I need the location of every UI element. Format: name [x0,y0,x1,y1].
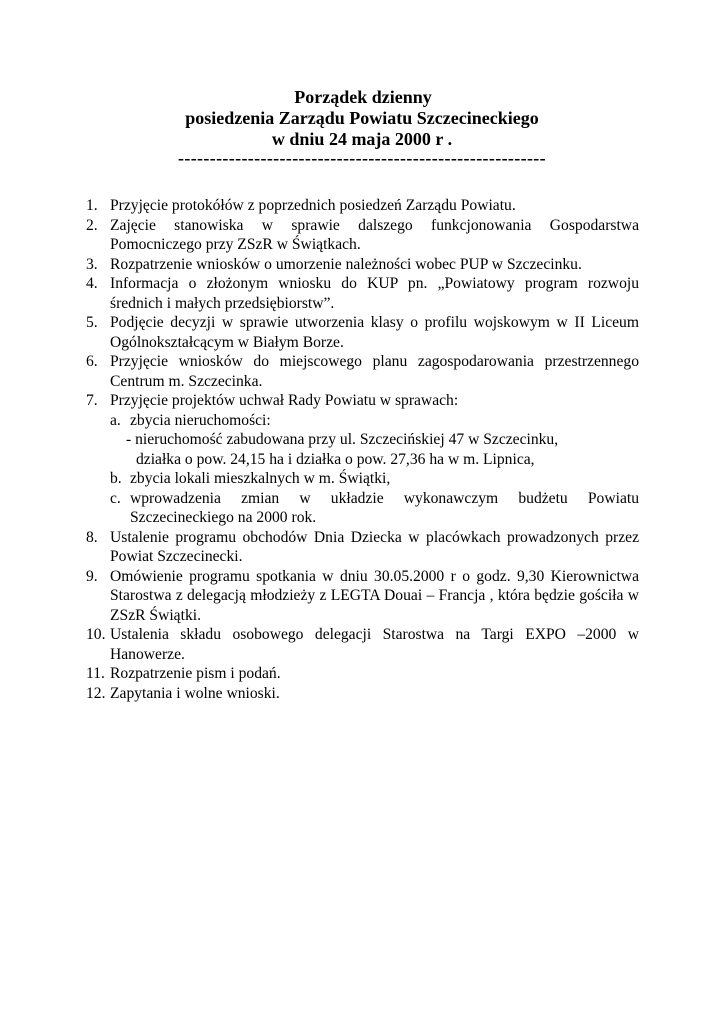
item-text: Podjęcie decyzji w sprawie utworzenia klasy o profilu wojskowym w II Liceum Ogólnokształcącym w Białym Borze. [110,314,639,351]
agenda-item-5 [86,313,639,352]
item-number: 12. [86,684,106,702]
item-number: 10. [86,626,106,643]
item-text: Przyjęcie projektów uchwał Rady Powiatu w sprawach: [110,392,459,409]
detail-line-1: - nieruchomość zabudowana przy ul. Szczecińskiej 47 w Szczecinku, [126,431,559,448]
item-text: Ustalenie programu obchodów Dnia Dziecka w placówkach prowadzonych przez Powiat Szczecinecki. [110,528,639,565]
item-number: 8. [86,528,98,546]
item-number: 9. [86,567,98,585]
agenda-list [86,196,639,703]
item-text: Omówienie programu spotkania w dniu 30.05.2000 r o godz. 9,30 Kierownictwa Starostwa z delegacją młodzieży z LEGTA Douai – Francja , która będzie gościła w ZSzR Świątki. [110,567,639,624]
agenda-item-12 [86,684,639,704]
item-text: Zapytania i wolne wnioski. [110,684,280,702]
title-line-2: posiedzenia Zarządu Powiatu Szczecineckiego [185,108,539,128]
sub-item-text: zbycia lokali mieszkalnych w m. Świątki, [130,470,391,487]
agenda-item-10 [86,625,639,664]
item-number: 11. [86,665,105,682]
item-text: Rozpatrzenie pism i podań. [110,665,281,682]
title-line-1: Porządek dzienny [294,87,432,107]
agenda-item-8 [86,528,639,567]
document-header [0,87,724,166]
separator-line: ---------------------------------------------------------- [178,148,546,168]
agenda-item-1 [86,196,639,216]
item-text: Zajęcie stanowiska w sprawie dalszego funkcjonowania Gospodarstwa Pomocniczego przy ZSzR w Świątkach. [110,216,639,253]
sub-item-a [110,411,639,431]
item-number: 6. [86,353,98,370]
sub-item-text: zbycia nieruchomości: [130,411,271,429]
sub-item-letter: b. [110,470,122,487]
item-number: 1. [86,197,98,214]
item-text: Przyjęcie wniosków do miejscowego planu zagospodarowania przestrzennego Centrum m. Szczecinka. [110,353,639,390]
agenda-item-4 [86,274,639,313]
item-number: 4. [86,275,98,292]
agenda-item-6 [86,352,639,391]
item-number: 7. [86,392,98,409]
sub-item-b [110,469,639,489]
agenda-item-3 [86,255,639,275]
item-text: Przyjęcie protokółów z poprzednich posiedzeń Zarządu Powiatu. [110,197,516,214]
sub-item-a-detail [110,430,639,469]
agenda-item-11 [86,664,639,684]
detail-line-2: działka o pow. 24,15 ha i działka o pow. 27,36 ha w m. Lipnica, [136,450,535,468]
sub-item-letter: c. [110,489,121,507]
agenda-item-2 [86,216,639,255]
item-number: 5. [86,314,98,331]
item-number: 3. [86,255,98,273]
item-number: 2. [86,216,98,234]
sub-item-text: wprowadzenia zmian w układzie wykonawczym budżetu Powiatu Szczecineckiego na 2000 rok. [130,489,639,526]
agenda-item-7 [86,391,639,528]
item-text: Rozpatrzenie wniosków o umorzenie należności wobec PUP w Szczecinku. [110,255,582,273]
agenda-item-9 [86,567,639,626]
title-line-3: w dniu 24 maja 2000 r . [271,129,453,149]
sub-item-c [110,489,639,528]
sub-item-letter: a. [110,411,121,429]
item-text: Ustalenia składu osobowego delegacji Starostwa na Targi EXPO –2000 w Hanowerze. [110,626,639,663]
item-text: Informacja o złożonym wniosku do KUP pn. „Powiatowy program rozwoju średnich i małych przedsiębiorstw”. [110,275,639,312]
